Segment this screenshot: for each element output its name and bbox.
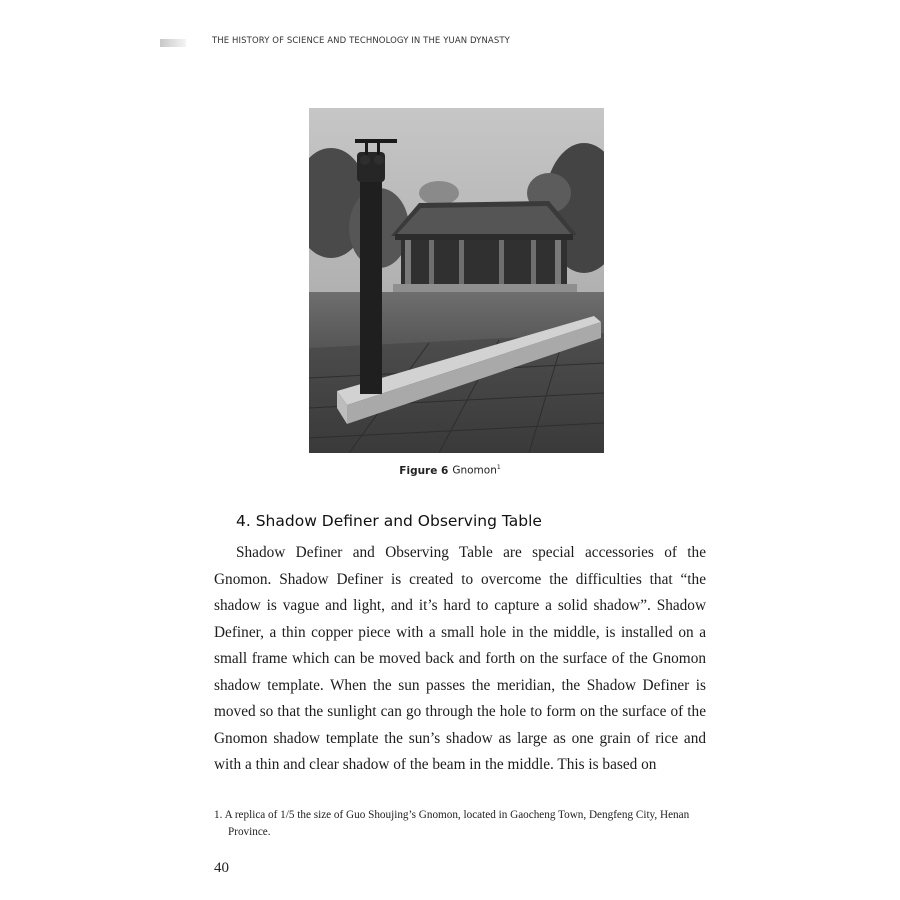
body-paragraph: Shadow Definer and Observing Table are special accessories of the Gnomon. Shadow Definer is created to overcome the difficulties that “the shadow is vague and light, and it’s hard to capture a solid shadow”. Shadow Definer, a thin copper piece with a small hole in the middle, is installed on a small frame which can be moved back and forth on the surface of the Gnomon shadow template. When the sun passes the meridian, the Shadow Definer is moved so that the sunlight can go through the hole to form on the surface of the Gnomon shadow template the sun’s shadow as large as one grain of rice and with a thin and clear shadow of the beam in the middle. This is based on (214, 544, 706, 773)
figure-number: Figure 6 (399, 464, 449, 477)
page-number: 40 (214, 860, 229, 876)
body-text (214, 540, 706, 779)
figure-title: Gnomon (452, 464, 497, 477)
header-decoration-bar (160, 39, 186, 47)
section-heading: 4. Shadow Definer and Observing Table (236, 512, 542, 530)
gnomon-photo (309, 108, 604, 453)
figure-footnote-ref: 1 (496, 464, 501, 471)
footnote: 1. A replica of 1/5 the size of Guo Shoujing’s Gnomon, located in Gaocheng Town, Dengfeng City, Henan Province. (214, 809, 690, 838)
running-head: THE HISTORY OF SCIENCE AND TECHNOLOGY IN THE YUAN DYNASTY (212, 36, 510, 46)
figure-caption (0, 464, 900, 477)
